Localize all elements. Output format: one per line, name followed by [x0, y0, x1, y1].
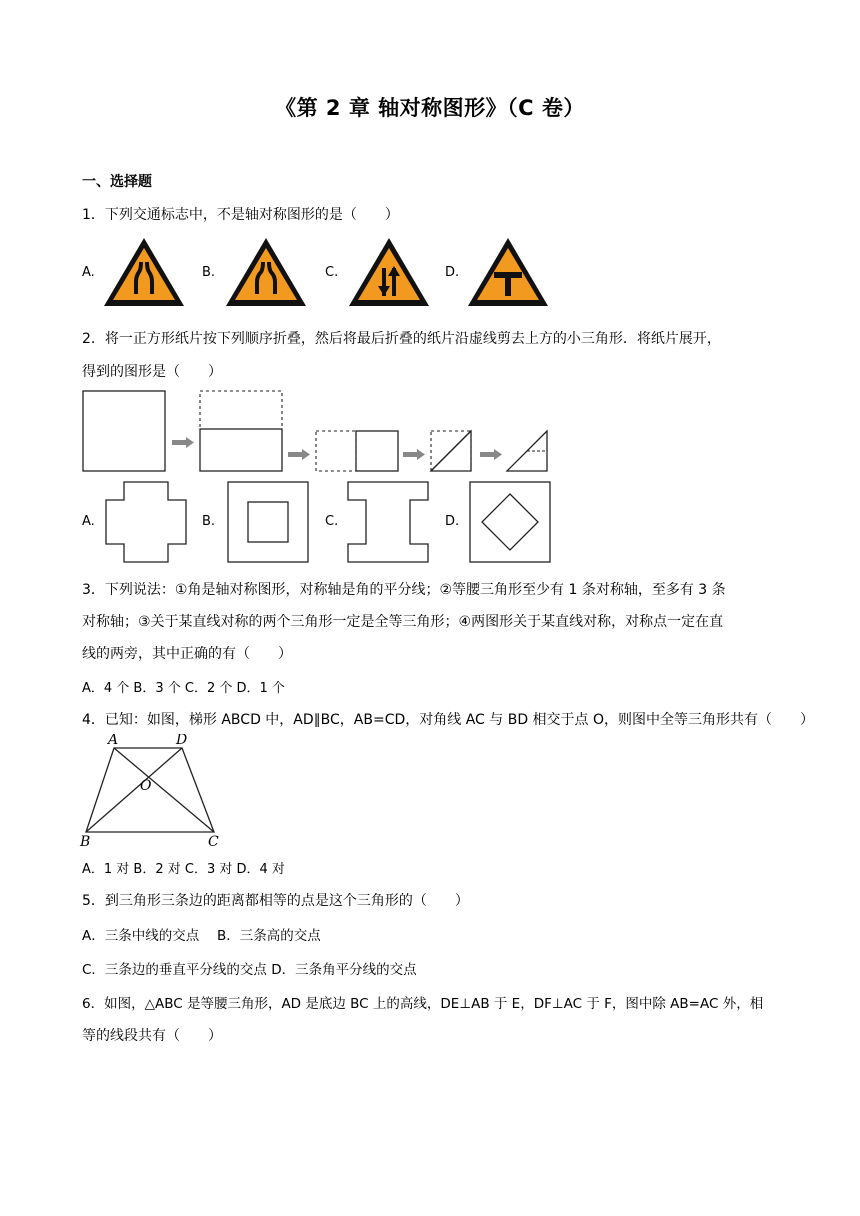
- question-5-options-line1: A．三条中线的交点 B．三条高的交点: [82, 928, 321, 944]
- two-way-traffic-icon: [347, 236, 431, 308]
- paper-rectangle-step2: [200, 429, 282, 471]
- question-1-stem: 1．下列交通标志中，不是轴对称图形的是（ ）: [82, 207, 399, 223]
- vertex-label-b: B: [80, 834, 91, 850]
- paper-square-step1: [83, 391, 165, 471]
- question-3-line3: 线的两旁，其中正确的有（ ）: [82, 646, 292, 662]
- question-5-stem: 5．到三角形三条边的距离都相等的点是这个三角形的（ ）: [82, 893, 469, 909]
- question-4-options: A．1 对 B．2 对 C．3 对 D．4 对: [82, 862, 285, 877]
- arrow-right-icon: [288, 449, 310, 460]
- t-junction-icon: [466, 236, 550, 308]
- vertex-label-d: D: [176, 734, 188, 748]
- q2-option-b-square-hole-shape: [226, 480, 310, 564]
- q2-option-c-i-beam-shape: [346, 480, 430, 564]
- question-5-options-line2: C．三条边的垂直平分线的交点 D．三条角平分线的交点: [82, 962, 417, 978]
- q1-option-a-label: A.: [82, 265, 95, 280]
- folding-sequence-figure: [82, 387, 552, 479]
- paper-triangle-step4: [431, 431, 471, 471]
- q2-option-b-label: B.: [202, 514, 216, 529]
- q1-option-b-label: B.: [202, 265, 216, 280]
- question-6-line1: 6．如图，△ABC 是等腰三角形，AD 是底边 BC 上的高线，DE⊥AB 于 E，DF⊥AC 于 F，图中除 AB=AC 外，相: [82, 996, 764, 1012]
- q2-option-a-label: A.: [82, 514, 95, 529]
- arrow-right-icon: [480, 449, 502, 460]
- arrow-right-icon: [403, 449, 425, 460]
- paper-square-step3: [356, 431, 398, 471]
- question-2-stem-line2: 得到的图形是（ ）: [82, 364, 222, 380]
- road-narrows-both-sides-icon: [224, 236, 308, 308]
- q2-option-c-label: C.: [325, 514, 339, 529]
- question-3-line2: 对称轴；③关于某直线对称的两个三角形一定是全等三角形；④两图形关于某直线对称，对称点一定在直: [82, 614, 724, 630]
- trapezoid-abcd-figure: [78, 734, 224, 850]
- question-3-options: A．4 个 B．3 个 C．2 个 D．1 个: [82, 681, 285, 696]
- arrow-right-icon: [172, 437, 194, 448]
- question-3-line1: 3．下列说法：①角是轴对称图形，对称轴是角的平分线；②等腰三角形至少有 1 条对称轴，至多有 3 条: [82, 582, 726, 598]
- q1-option-c-label: C.: [325, 265, 339, 280]
- folded-half-dashed: [200, 391, 282, 429]
- folded-quarter-dashed: [316, 431, 356, 471]
- road-narrows-both-sides-icon: [102, 236, 186, 308]
- question-2-stem-line1: 2．将一正方形纸片按下列顺序折叠，然后将最后折叠的纸片沿虚线剪去上方的小三角形．将纸片展开，: [82, 331, 721, 347]
- vertex-label-a: A: [108, 734, 119, 748]
- q2-option-a-cross-shape: [104, 480, 188, 564]
- q2-option-d-diamond-hole-shape: [468, 480, 552, 564]
- point-label-o: O: [140, 778, 152, 794]
- vertex-label-c: C: [208, 834, 219, 850]
- page-title: 《第 2 章 轴对称图形》（C 卷）: [275, 96, 585, 120]
- section-heading: 一、选择题: [82, 174, 152, 190]
- question-6-line2: 等的线段共有（ ）: [82, 1028, 222, 1044]
- q2-option-d-label: D.: [445, 514, 460, 529]
- question-4-stem: 4．已知：如图，梯形 ABCD 中，AD∥BC，AB=CD，对角线 AC 与 BD 相交于点 O，则图中全等三角形共有（ ）: [82, 712, 815, 728]
- q1-option-d-label: D.: [445, 265, 460, 280]
